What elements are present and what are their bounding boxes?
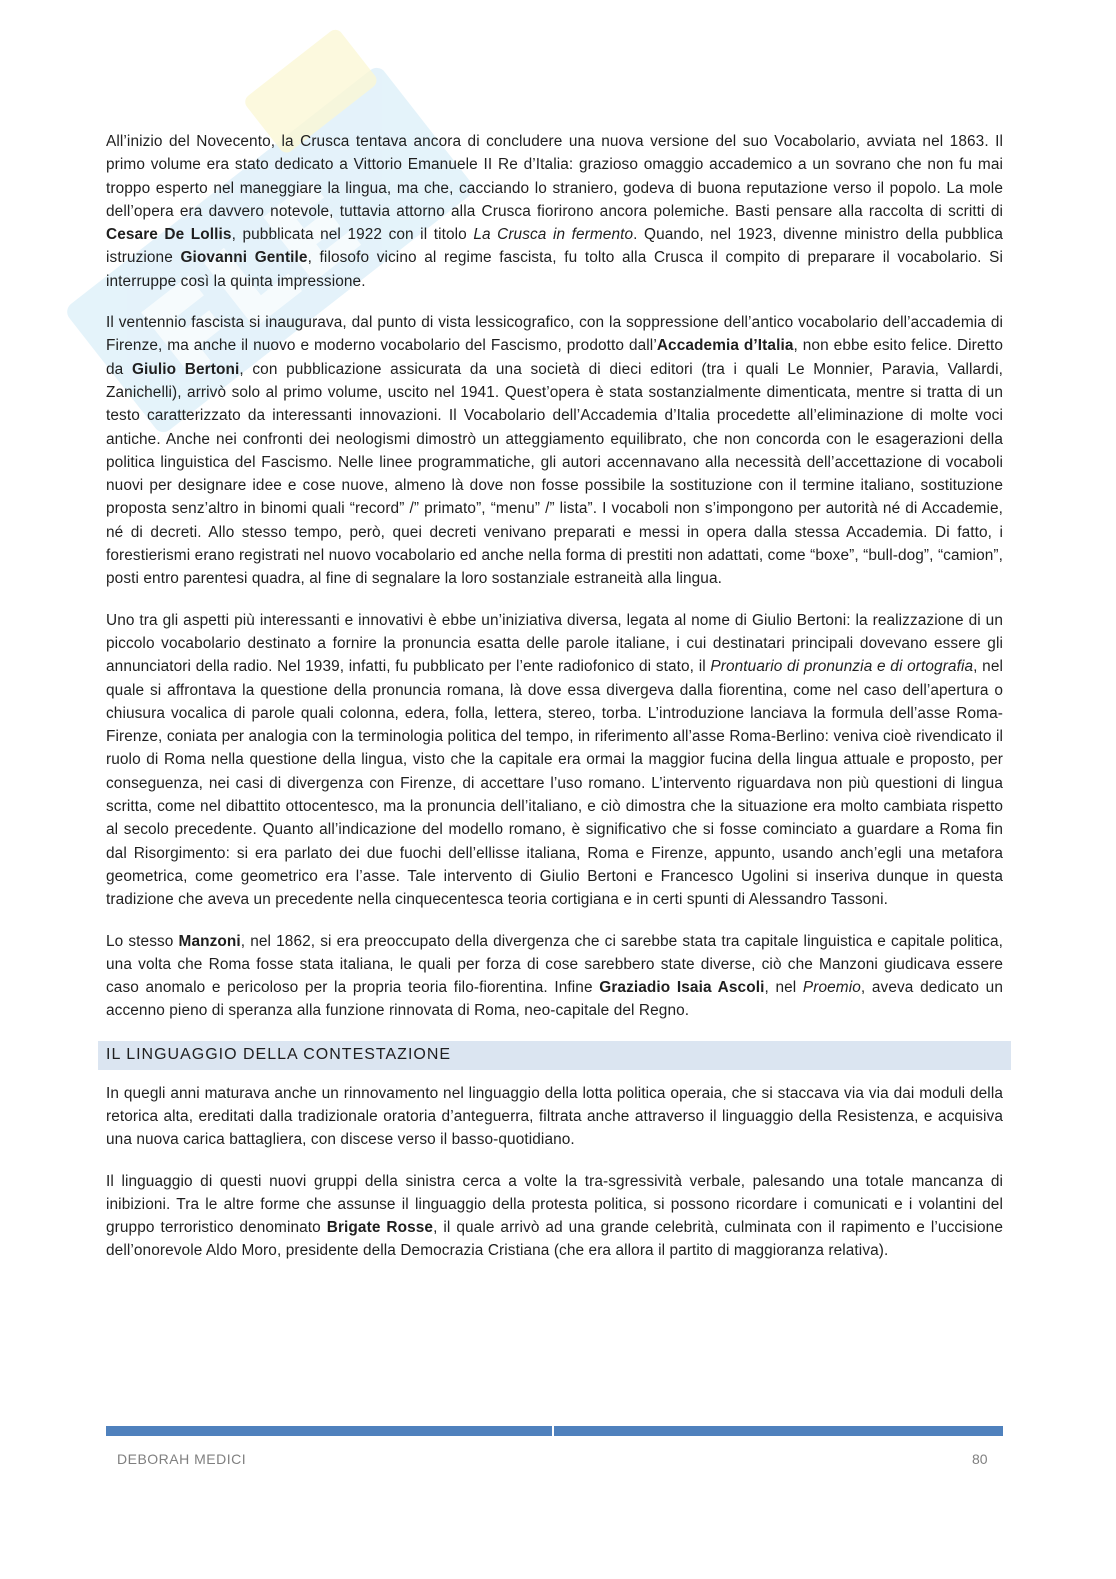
footer-author: DEBORAH MEDICI xyxy=(117,1451,247,1467)
page-number: 80 xyxy=(972,1451,988,1467)
paragraph-text: , nel 1862, si era preoccupato della divergenza che ci sarebbe stata tra capitale linguistica e capitale politica, una volta che Roma fosse stata italiana, le quali per forza di cose sarebbero state diverse, ciò che Manzoni giudicava essere caso anomalo e pericoloso per la propria teoria filo-fiorentina. Infine xyxy=(106,932,1004,997)
paragraph-text: , con pubblicazione assicurata da una società di dieci editori (tra i quali Le Monnier, Paravia, Vallardi, Zanichelli), arrivò solo al primo volume, uscito nel 1941. Quest’opera è stata sostanzialmente dimenticata, mentre si tratta di un testo caratterizzato da interessanti innovazioni. Il Vocabolario dell’Accademia d’Italia procedette all’eliminazione di molte voci antiche. Anche nei confronti dei neologismi dimostrò un atteggiamento equilibrato, che non concorda con le esagerazioni della politica linguistica del Fascismo. Nelle linee programmatiche, gli autori accennavano alla necessità dell’accettazione di vocaboli nuovi per designare idee e cose nuove, almeno là dove non fosse possibile la sostituzione con il termine italiano, sostituzione proposta senz’altro in binomi quali “record” /” primato”, “menu” /” lista”. I vocaboli non s’impongono per autorità né di Accademie, né di decreti. Allo stesso tempo, però, quei decreti venivano preparati e messi in opera dalla stessa Accademia. Di fatto, i forestierismi erano registrati nel nuovo vocabolario ed anche nella forma di prestiti non adattati, come “boxe”, “bull-dog”, “camion”, posti entro parentesi quadra, al fine di segnalare la loro sostanziale estraneità alla lingua. xyxy=(106,360,1003,588)
bold-text: Accademia d’Italia xyxy=(656,337,794,355)
bold-text: Brigate Rosse xyxy=(326,1219,434,1237)
italic-text: La Crusca in fermento xyxy=(473,226,634,244)
paragraph-text: Il linguaggio di questi nuovi gruppi della sinistra cerca a volte la tra-sgressività verbale, palesando una totale mancanza di inibizioni. Tra le altre forme che assunse il linguaggio della protesta politica, si possono ricordare i comunicati e i volantini del gruppo terroristico denominato xyxy=(106,1172,1003,1237)
section-heading: IL LINGUAGGIO DELLA CONTESTAZIONE xyxy=(106,1045,452,1063)
footer-rule xyxy=(106,1426,1003,1436)
paragraph-text: . Quando, nel 1923, divenne ministro della pubblica istruzione xyxy=(106,226,1004,267)
paragraph-text: , pubblicata nel 1922 con il titolo xyxy=(231,226,474,244)
italic-text: Proemio xyxy=(802,979,861,997)
italic-text: Prontuario di pronunzia e di ortografia xyxy=(710,658,974,676)
bold-text: Graziadio Isaia Ascoli xyxy=(599,979,765,997)
paragraph-text: Il ventennio fascista si inaugurava, dal punto di vista lessicografico, con la soppressione dell’antico vocabolario dell’accademia di Firenze, ma anche il nuovo e moderno vocabolario del Fascismo, prodotto dall’ xyxy=(106,314,1003,355)
paragraph xyxy=(106,311,1003,591)
paragraph-text: All’inizio del Novecento, la Crusca tentava ancora di concludere una nuova versione del suo Vocabolario, avviata nel 1863. Il primo volume era stato dedicato a Vittorio Emanuele II Re d’Italia: grazioso omaggio accademico a un sovrano che non fu mai troppo esperto nel maneggiare la lingua, ma che, cacciando lo straniero, godeva di buona reputazione verso il popolo. La mole dell’opera era davvero notevole, tuttavia attorno alla Crusca fiorirono ancora polemiche. Basti pensare alla raccolta di scritti di xyxy=(106,133,1003,220)
paragraph xyxy=(106,130,1003,293)
paragraph xyxy=(106,1082,1003,1152)
paragraph-text: , filosofo vicino al regime fascista, fu tolto alla Crusca il compito di preparare il vocabolario. Si interruppe così la quinta impressione. xyxy=(106,249,1003,290)
paragraph xyxy=(106,609,1003,912)
paragraph-text: , il quale arrivò ad una grande celebrità, culminata con il rapimento e l’uccisione dell’onorevole Aldo Moro, presidente della Democrazia Cristiana (che era allora il partito di maggioranza relativa). xyxy=(106,1219,1003,1260)
paragraph-text: Lo stesso xyxy=(106,932,179,950)
bold-text: Manzoni xyxy=(178,932,241,950)
paragraph-text: , aveva dedicato un accenno pieno di speranza alla funzione rinnovata di Roma, neo-capitale del Regno. xyxy=(106,979,1003,1020)
paragraph-text: , non ebbe esito felice. Diretto da xyxy=(106,337,1003,378)
section-paragraphs xyxy=(106,1082,1003,1263)
paragraph-text: , nel quale si affrontava la questione della pronuncia romana, là dove essa divergeva dalla fiorentina, come nel caso dell’apertura o chiusura vocalica di parole quali colonna, edera, folla, lettera, stereo, torba. L’introduzione lanciava la formula dell’asse Roma-Firenze, coniata per analogia con la terminologia politica del tempo, in riferimento all’asse Roma-Berlino: veniva cioè rivendicato il ruolo di Roma nella questione della lingua, visto che la capitale era ormai la maggior fucina della lingua attuale e proposto, per conseguenza, nei casi di divergenza con Firenze, di accettare l’uso romano. L’intervento riguardava non più questioni di lingua scritta, come nel dibattito ottocentesco, ma la pronuncia dell’italiano, e ciò dimostra che la situazione era molto cambiata rispetto al secolo precedente. Quanto all’indicazione del modello romano, è significativo che si fosse cominciato a guardare a Roma fin dal Risorgimento: si era parlato dei due fuochi dell’ellisse italiana, Roma e Firenze, appunto, usando anch’egli una metafora geometrica, come geometrico era l’asse. Tale intervento di Giulio Bertoni e Francesco Ugolini si inseriva dunque in questa tradizione che aveva un precedente nella cinquecentesca teoria cortigiana e in certi spunti di Alessandro Tassoni. xyxy=(106,658,1003,909)
document-body xyxy=(106,130,1003,1281)
paragraph xyxy=(106,1170,1003,1263)
section-heading-bar xyxy=(98,1041,1011,1070)
paragraph-text: Uno tra gli aspetti più interessanti e innovativi è ebbe un’iniziativa diversa, legata al nome di Giulio Bertoni: la realizzazione di un piccolo vocabolario destinato a fornire la pronuncia esatta delle parole italiane, i cui destinatari principali dovevano essere gli annunciatori della radio. Nel 1939, infatti, fu pubblicato per l’ente radiofonico di stato, il xyxy=(106,611,1003,676)
bold-text: Cesare De Lollis xyxy=(106,226,232,244)
paragraph-text: , nel xyxy=(764,979,803,997)
paragraphs xyxy=(106,130,1003,1023)
bold-text: Giovanni Gentile xyxy=(180,249,308,267)
paragraph-text: In quegli anni maturava anche un rinnovamento nel linguaggio della lotta politica operaia, che si staccava via via dai moduli della retorica alta, ereditati dalla tradizionale oratoria d’anteguerra, filtrata anche attraverso il linguaggio della Resistenza, e acquisiva una nuova carica battagliera, con discese verso il basso-quotidiano. xyxy=(106,1084,1003,1149)
bold-text: Giulio Bertoni xyxy=(131,360,240,378)
paragraph xyxy=(106,930,1003,1023)
